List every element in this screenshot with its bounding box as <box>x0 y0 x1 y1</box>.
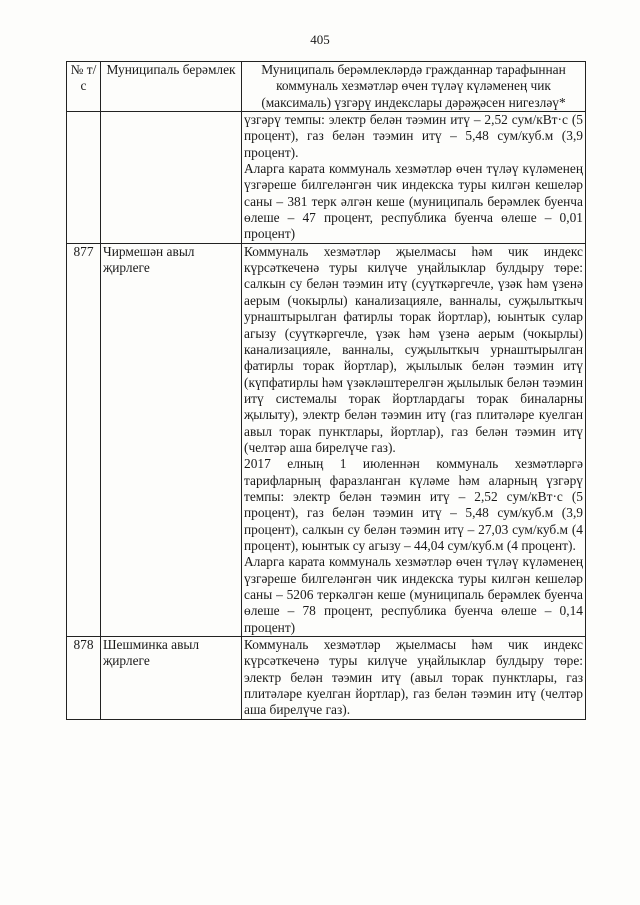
row-municipality: Шешминка авыл җирлеге <box>101 637 242 720</box>
header-municipality: Муниципаль берәмлек <box>101 62 242 112</box>
paragraph: Аларга карата коммуналь хезмәтләр өчен түләү күләменең үзгәреше билгеләнгән чик индекска туры килгән кешеләр саны – 381 терк әлгән кеше (муниципаль берәмлек буенча өлеше – 47 процент, республика буенча өлеше – 0,01 процент) <box>244 161 583 242</box>
row-justification <box>242 243 586 636</box>
tariff-table <box>66 61 586 720</box>
paragraph: Коммуналь хезмәтләр җыелмасы һәм чик индекс күрсәткеченә туры килүче уңайлыклар булдыру төре: салкын су белән тәэмин итү (суүткәргечле, үзәк һәм үзенә аерым (чокырлы) канализацияле, ванналы, суҗылыткыч урнаштырылган фатирлы торак йортлар), юынтык сулар агызу (суүткәргечле, үзәк һәм үзенә аерым (чокырлы) канализацияле, ванналы, суҗылыткыч урнаштырылган фатирлы торак йортлар), җылылык белән тәэмин итү (күпфатирлы һәм үзәкләштерелгән җылылык белән тәэмин итү системалы торак йортлардагы торак биналарны җылыту), электр белән тәэмин итү (газ плитәләре куелган авыл торак пунктлары, йортлар), газ белән тәэмин итү (челтәр аша бирелүче газ). <box>244 243 583 455</box>
row-number <box>67 112 101 244</box>
paragraph: Коммуналь хезмәтләр җыелмасы һәм чик индекс күрсәткеченә туры килүче уңайлыклар булдыру төре: электр белән тәэмин итү (авыл торак пунктлары, газ плитәләре куелган йортлар), газ белән тәэмин итү (челтәр аша бирелүче газ). <box>244 637 583 718</box>
table-row <box>67 243 586 636</box>
table-header-row <box>67 62 586 112</box>
paragraph: Аларга карата коммуналь хезмәтләр өчен түләү күләменең үзгәреше билгеләнгән чик индекска туры килгән кешеләр саны – 5206 теркәлгән кеше (муниципаль берәмлек буенча өлеше – 78 процент, республика буенча өлеше – 0,14 процент) <box>244 554 583 635</box>
table-row <box>67 112 586 244</box>
table-row <box>67 637 586 720</box>
row-municipality: Чирмешән авыл җирлеге <box>101 243 242 636</box>
paragraph: 2017 елның 1 июленнән коммуналь хезмәтләргә тарифларның фаразланган күләме һәм аларның үзгәрү темпы: электр белән тәэмин итү – 2,52 сум/кВт·с (5 процент), газ белән тәэмин итү – 5,48 сум/куб.м (3,9 процент), салкын су белән тәэмин итү – 27,03 сум/куб.м (4 процент), юынтык су агызу – 44,04 сум/куб.м (4 процент). <box>244 456 583 553</box>
paragraph: үзгәрү темпы: электр белән тәэмин итү – 2,52 сум/кВт·с (5 процент), газ белән тәэмин итү – 5,48 сум/куб.м (3,9 процент). <box>244 112 583 160</box>
header-number: № т/с <box>67 62 101 112</box>
page-number: 405 <box>310 32 330 47</box>
row-number: 877 <box>67 243 101 636</box>
row-justification <box>242 112 586 244</box>
header-justification: Муниципаль берәмлекләрдә гражданнар тарафыннан коммуналь хезмәтләр өчен түләү күләменең чик (максималь) үзгәрү индекслары дәрәҗәсен нигезләү* <box>242 62 586 112</box>
row-number: 878 <box>67 637 101 720</box>
row-municipality <box>101 112 242 244</box>
row-justification <box>242 637 586 720</box>
